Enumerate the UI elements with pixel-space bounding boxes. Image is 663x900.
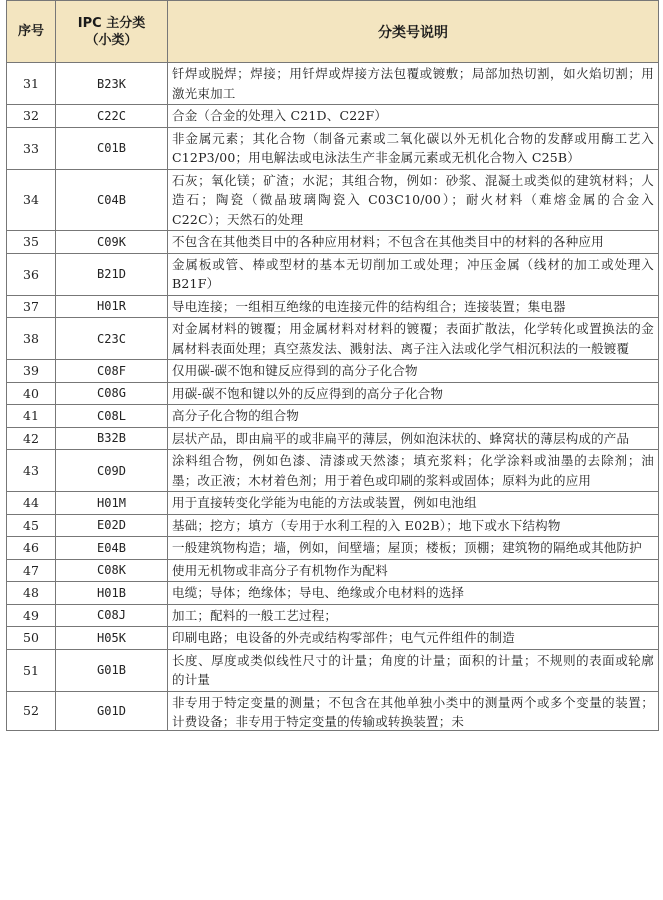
row-ipc-code: E02D xyxy=(56,514,168,537)
row-description: 电缆；导体；绝缘体；导电、绝缘或介电材料的选择 xyxy=(172,585,465,600)
table-row xyxy=(7,231,659,254)
table-row xyxy=(7,169,659,231)
table-row xyxy=(7,649,659,691)
row-serial-number: 49 xyxy=(7,604,56,627)
row-description-cell xyxy=(168,105,659,128)
table-row xyxy=(7,514,659,537)
row-description-cell xyxy=(168,63,659,105)
table-row xyxy=(7,253,659,295)
row-description: 基础；挖方；填方（专用于水利工程的入 E02B）；地下或水下结构物 xyxy=(172,517,561,533)
row-description: 石灰；氧化镁；矿渣；水泥；其组合物，例如：砂浆、混凝土或类似的建筑材料；人造石；陶瓷（微晶玻璃陶瓷入 C03C10/00）；耐火材料（难熔金属的合金入 C22C）；天然石的处理 xyxy=(172,172,654,227)
row-description: 印刷电路；电设备的外壳或结构零部件；电气元件组件的制造 xyxy=(172,630,515,645)
row-description-cell xyxy=(168,405,659,428)
row-description-cell xyxy=(168,492,659,515)
row-ipc-code: G01D xyxy=(56,691,168,730)
header-ipc-line2: （小类） xyxy=(85,32,138,48)
row-serial-number: 35 xyxy=(7,231,56,254)
row-serial-number: 41 xyxy=(7,405,56,428)
table-header xyxy=(7,1,659,63)
table-row xyxy=(7,492,659,515)
header-ipc-class xyxy=(56,1,168,63)
table-row xyxy=(7,537,659,560)
row-description-cell xyxy=(168,127,659,169)
row-serial-number: 43 xyxy=(7,450,56,492)
row-description-cell xyxy=(168,295,659,318)
row-ipc-code: C01B xyxy=(56,127,168,169)
row-serial-number: 36 xyxy=(7,253,56,295)
row-description: 加工；配料的一般工艺过程； xyxy=(172,607,338,623)
row-ipc-code: B32B xyxy=(56,427,168,450)
row-serial-number: 45 xyxy=(7,514,56,537)
table-row xyxy=(7,63,659,105)
row-serial-number: 34 xyxy=(7,169,56,231)
row-description: 用碳-碳不饱和键以外的反应得到的高分子化合物 xyxy=(172,385,444,401)
row-description-cell xyxy=(168,360,659,383)
row-ipc-code: C04B xyxy=(56,169,168,231)
row-serial-number: 46 xyxy=(7,537,56,560)
row-description: 涂料组合物，例如色漆、清漆或天然漆；填充浆料；化学涂料或油墨的去除剂；油墨；改正液；木材着色剂；用于着色或印刷的浆料或固体；原料为此的应用 xyxy=(172,453,654,488)
row-description: 导电连接；一组相互绝缘的电连接元件的结构组合；连接装置；集电器 xyxy=(172,298,566,314)
header-description: 分类号说明 xyxy=(168,1,659,63)
row-ipc-code: H01R xyxy=(56,295,168,318)
table-row xyxy=(7,295,659,318)
row-description-cell xyxy=(168,604,659,627)
row-ipc-code: H01B xyxy=(56,582,168,605)
row-serial-number: 31 xyxy=(7,63,56,105)
table-row xyxy=(7,105,659,128)
row-description: 金属板或管、棒或型材的基本无切削加工或处理；冲压金属（线材的加工或处理入 B21F） xyxy=(172,256,654,291)
row-ipc-code: C08F xyxy=(56,360,168,383)
row-ipc-code: C09K xyxy=(56,231,168,254)
row-description: 高分子化合物的组合物 xyxy=(172,408,300,423)
row-ipc-code: H01M xyxy=(56,492,168,515)
row-ipc-code: E04B xyxy=(56,537,168,560)
row-ipc-code: C22C xyxy=(56,105,168,128)
table-row xyxy=(7,582,659,605)
row-serial-number: 48 xyxy=(7,582,56,605)
row-ipc-code: G01B xyxy=(56,649,168,691)
row-description: 合金（合金的处理入 C21D、C22F） xyxy=(172,108,388,123)
table-row xyxy=(7,318,659,360)
row-serial-number: 37 xyxy=(7,295,56,318)
row-ipc-code: C09D xyxy=(56,450,168,492)
row-serial-number: 40 xyxy=(7,382,56,405)
row-ipc-code: B23K xyxy=(56,63,168,105)
row-serial-number: 51 xyxy=(7,649,56,691)
row-description: 用于直接转变化学能为电能的方法或装置，例如电池组 xyxy=(172,495,477,510)
header-serial-number: 序号 xyxy=(7,1,56,63)
row-serial-number: 39 xyxy=(7,360,56,383)
row-description-cell xyxy=(168,691,659,730)
row-serial-number: 44 xyxy=(7,492,56,515)
row-ipc-code: C08L xyxy=(56,405,168,428)
table-row xyxy=(7,382,659,405)
row-ipc-code: C08J xyxy=(56,604,168,627)
row-description-cell xyxy=(168,627,659,650)
row-description: 仅用碳-碳不饱和键反应得到的高分子化合物 xyxy=(172,363,418,378)
table-row xyxy=(7,127,659,169)
row-description-cell xyxy=(168,318,659,360)
row-description: 层状产品，即由扁平的或非扁平的薄层，例如泡沫状的、蜂窝状的薄层构成的产品 xyxy=(172,430,630,446)
row-ipc-code: C08K xyxy=(56,559,168,582)
row-description-cell xyxy=(168,559,659,582)
row-ipc-code: B21D xyxy=(56,253,168,295)
header-row xyxy=(7,1,659,63)
row-description-cell xyxy=(168,537,659,560)
row-description-cell xyxy=(168,514,659,537)
table-row xyxy=(7,691,659,730)
table-row xyxy=(7,559,659,582)
table-row xyxy=(7,427,659,450)
row-description: 使用无机物或非高分子有机物作为配料 xyxy=(172,562,388,578)
row-ipc-code: C08G xyxy=(56,382,168,405)
row-description-cell xyxy=(168,649,659,691)
row-serial-number: 33 xyxy=(7,127,56,169)
row-description: 钎焊或脱焊；焊接；用钎焊或焊接方法包覆或镀敷；局部加热切割，如火焰切割；用激光束加工 xyxy=(172,66,654,101)
table-row xyxy=(7,450,659,492)
row-description-cell xyxy=(168,582,659,605)
row-description-cell xyxy=(168,382,659,405)
row-serial-number: 47 xyxy=(7,559,56,582)
ipc-classification-table xyxy=(6,0,659,731)
table-row xyxy=(7,604,659,627)
row-description: 非专用于特定变量的测量；不包含在其他单独小类中的测量两个或多个变量的装置；计费设备；非专用于特定变量的传输或转换装置；未 xyxy=(172,694,654,729)
row-description: 长度、厚度或类似线性尺寸的计量；角度的计量；面积的计量；不规则的表面或轮廓的计量 xyxy=(172,652,654,687)
row-description: 对金属材料的镀覆；用金属材料对材料的镀覆；表面扩散法，化学转化或置换法的金属材料表面处理；真空蒸发法、溅射法、离子注入法或化学气相沉积法的一般镀覆 xyxy=(172,321,654,356)
table-row xyxy=(7,405,659,428)
row-ipc-code: H05K xyxy=(56,627,168,650)
table-row xyxy=(7,360,659,383)
row-serial-number: 50 xyxy=(7,627,56,650)
row-serial-number: 52 xyxy=(7,691,56,730)
row-description: 一般建筑物构造；墙，例如，间壁墙；屋顶；楼板；顶棚；建筑物的隔绝或其他防护 xyxy=(172,540,642,555)
row-ipc-code: C23C xyxy=(56,318,168,360)
row-description-cell xyxy=(168,427,659,450)
row-serial-number: 38 xyxy=(7,318,56,360)
row-serial-number: 32 xyxy=(7,105,56,128)
table-body xyxy=(7,63,659,731)
header-ipc-line1: IPC 主分类 xyxy=(77,15,146,31)
row-description: 非金属元素；其化合物（制备元素或二氧化碳以外无机化合物的发酵或用酶工艺入 C12P3/00；用电解法或电泳法生产非金属元素或无机化合物入 C25B） xyxy=(172,130,654,165)
table-row xyxy=(7,627,659,650)
row-description-cell xyxy=(168,231,659,254)
row-description-cell xyxy=(168,450,659,492)
row-description-cell xyxy=(168,253,659,295)
row-description-cell xyxy=(168,169,659,231)
row-serial-number: 42 xyxy=(7,427,56,450)
row-description: 不包含在其他类目中的各种应用材料；不包含在其他类目中的材料的各种应用 xyxy=(172,234,604,249)
